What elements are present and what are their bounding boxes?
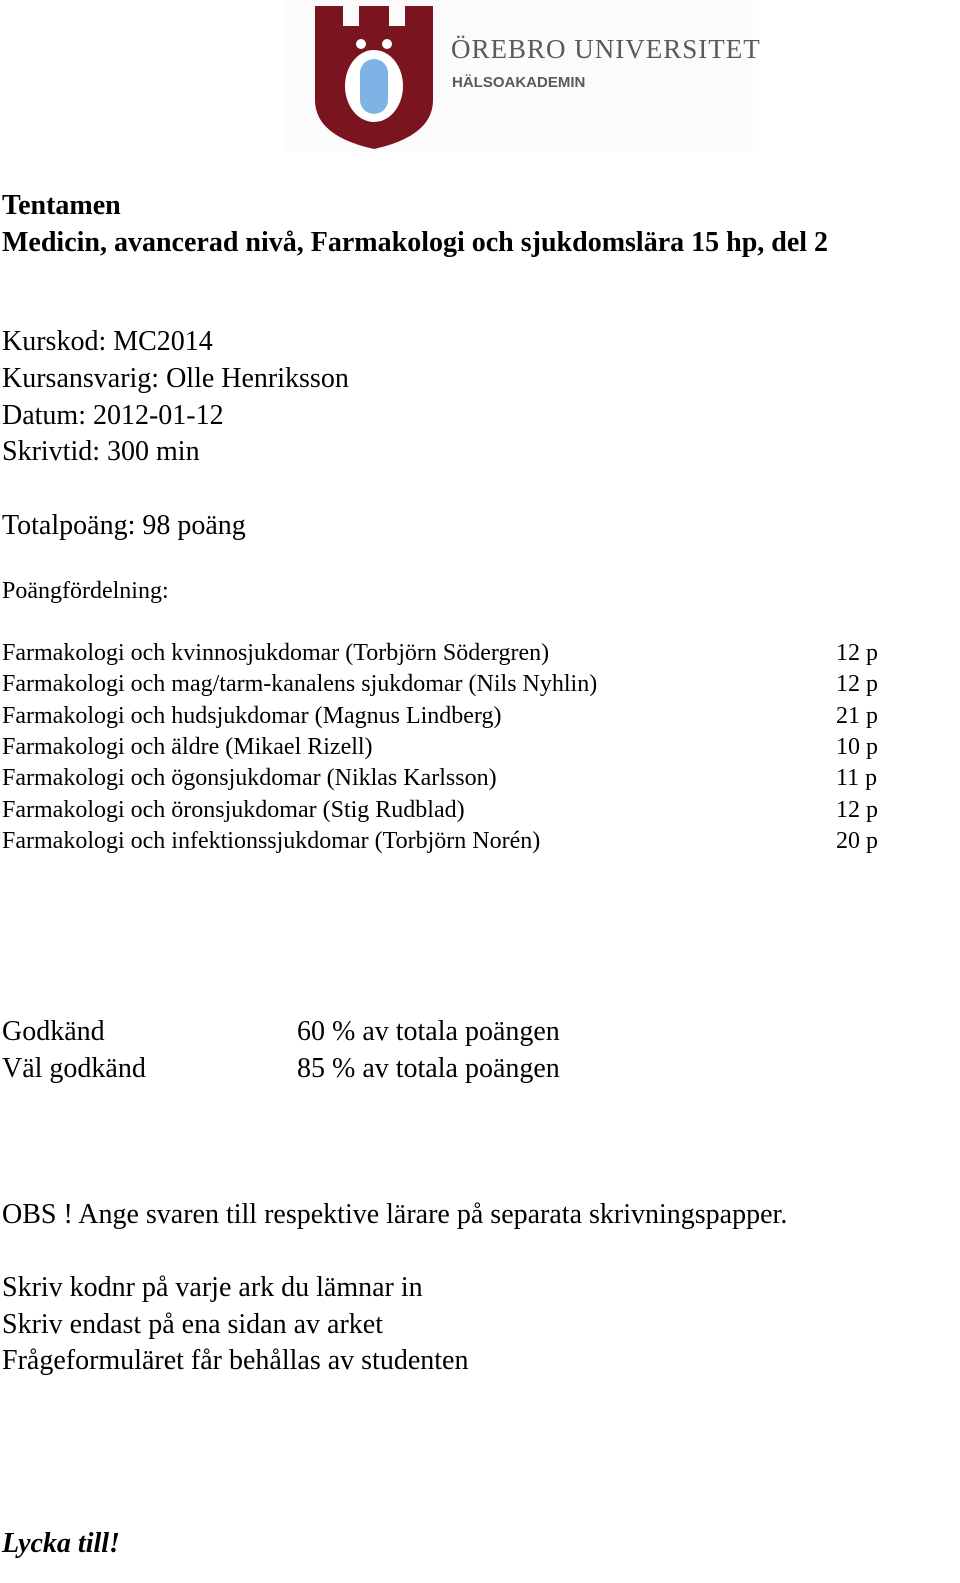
distribution-row xyxy=(2,765,902,796)
writing-time: Skrivtid: 300 min xyxy=(2,436,200,467)
distribution-row xyxy=(2,734,902,765)
instruction-line: Skriv kodnr på varje ark du lämnar in xyxy=(2,1272,423,1303)
university-name: ÖREBRO UNIVERSITET xyxy=(451,34,761,64)
instruction-line: Skriv endast på ena sidan av arket xyxy=(2,1309,383,1340)
distribution-subject: Farmakologi och mag/tarm-kanalens sjukdomar (Nils Nyhlin) xyxy=(2,671,598,697)
distribution-subject: Farmakologi och infektionssjukdomar (Torbjörn Norén) xyxy=(2,828,541,854)
grade-label: Godkänd xyxy=(2,1016,105,1047)
distribution-heading: Poängfördelning: xyxy=(2,578,169,604)
distribution-subject: Farmakologi och hudsjukdomar (Magnus Lindberg) xyxy=(2,703,502,729)
course-code: Kurskod: MC2014 xyxy=(2,326,213,357)
grade-requirement: 85 % av totala poängen xyxy=(297,1053,560,1084)
distribution-points: 10 p xyxy=(836,734,878,760)
obs-note: OBS ! Ange svaren till respektive lärare på separata skrivningspapper. xyxy=(2,1199,788,1230)
distribution-row xyxy=(2,797,902,828)
instruction-line: Frågeformuläret får behållas av studenten xyxy=(2,1345,469,1376)
distribution-points: 12 p xyxy=(836,640,878,666)
distribution-row xyxy=(2,703,902,734)
grade-label: Väl godkänd xyxy=(2,1053,146,1084)
grade-row xyxy=(2,1016,560,1048)
distribution-subject: Farmakologi och kvinnosjukdomar (Torbjörn Södergren) xyxy=(2,640,550,666)
distribution-points: 20 p xyxy=(836,828,878,854)
total-points: Totalpoäng: 98 poäng xyxy=(2,510,246,541)
exam-title: Medicin, avancerad nivå, Farmakologi och sjukdomslära 15 hp, del 2 xyxy=(2,227,829,258)
distribution-points: 21 p xyxy=(836,703,878,729)
university-logo xyxy=(283,0,761,152)
distribution-row xyxy=(2,640,902,671)
course-responsible: Kursansvarig: Olle Henriksson xyxy=(2,363,349,394)
distribution-row xyxy=(2,671,902,702)
grade-requirement: 60 % av totala poängen xyxy=(297,1016,560,1047)
distribution-subject: Farmakologi och äldre (Mikael Rizell) xyxy=(2,734,373,760)
grade-row xyxy=(2,1053,560,1085)
exam-date: Datum: 2012-01-12 xyxy=(2,400,224,431)
closing-greeting: Lycka till! xyxy=(2,1528,120,1559)
distribution-subject: Farmakologi och öronsjukdomar (Stig Rudblad) xyxy=(2,797,465,823)
university-shield-icon xyxy=(313,4,435,150)
document-type: Tentamen xyxy=(2,190,121,221)
distribution-row xyxy=(2,828,902,859)
university-subunit: HÄLSOAKADEMIN xyxy=(452,74,586,91)
distribution-subject: Farmakologi och ögonsjukdomar (Niklas Karlsson) xyxy=(2,765,497,791)
distribution-points: 11 p xyxy=(836,765,878,791)
distribution-points: 12 p xyxy=(836,797,878,823)
distribution-points: 12 p xyxy=(836,671,878,697)
